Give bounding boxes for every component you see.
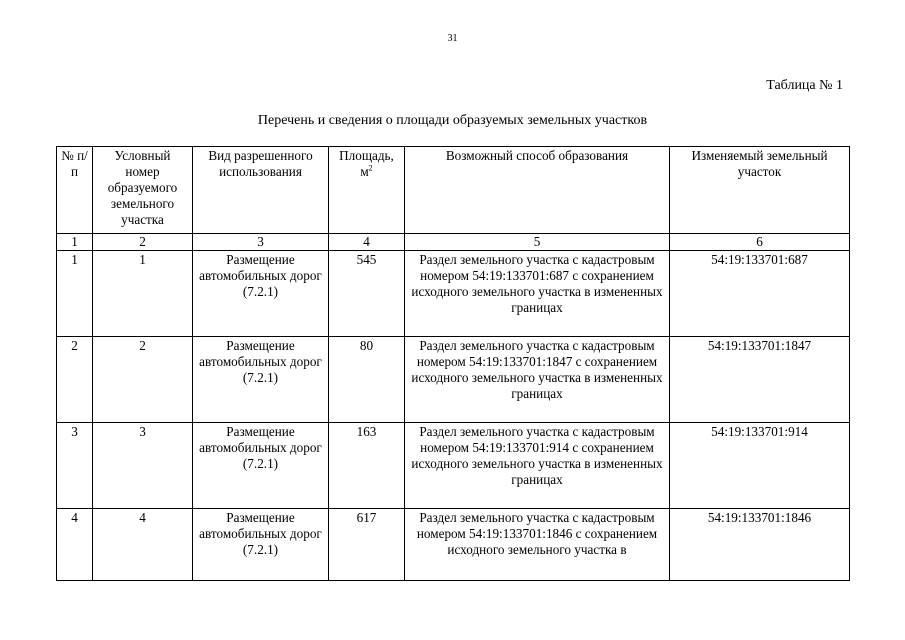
cell-area: 617: [329, 509, 405, 581]
cell-conditional-number: 4: [93, 509, 193, 581]
table-row: [57, 509, 850, 581]
table-label: Таблица № 1: [766, 78, 843, 93]
table-row: [57, 251, 850, 337]
header-area-label: Площадь, м: [339, 148, 394, 179]
land-plots-table: [56, 146, 850, 581]
cell-method: Раздел земельного участка с кадастровым номером 54:19:133701:687 с сохранением исходного земельного участка в измененных границах: [405, 251, 670, 337]
cell-permitted-use: Размещение автомобильных дорог (7.2.1): [193, 509, 329, 581]
header-area-superscript: 2: [368, 163, 373, 173]
cell-permitted-use: Размещение автомобильных дорог (7.2.1): [193, 423, 329, 509]
table-row: [57, 337, 850, 423]
header-permitted-use: Вид разрешенного использования: [193, 147, 329, 234]
column-number: 2: [93, 234, 193, 251]
column-numbers-row: [57, 234, 850, 251]
cell-changed-plot: 54:19:133701:687: [670, 251, 850, 337]
column-number: 3: [193, 234, 329, 251]
header-changed-plot: Изменяемый земельный участок: [670, 147, 850, 234]
column-number: 6: [670, 234, 850, 251]
cell-permitted-use: Размещение автомобильных дорог (7.2.1): [193, 251, 329, 337]
cell-method: Раздел земельного участка с кадастровым номером 54:19:133701:914 с сохранением исходного земельного участка в измененных границах: [405, 423, 670, 509]
cell-area: 80: [329, 337, 405, 423]
document-title: Перечень и сведения о площади образуемых земельных участков: [257, 113, 648, 128]
header-conditional-number: Условный номер образуемого земельного участка: [93, 147, 193, 234]
table-row: [57, 423, 850, 509]
cell-changed-plot: 54:19:133701:1846: [670, 509, 850, 581]
cell-conditional-number: 3: [93, 423, 193, 509]
cell-permitted-use: Размещение автомобильных дорог (7.2.1): [193, 337, 329, 423]
table-header-row: [57, 147, 850, 234]
header-num: № п/п: [57, 147, 93, 234]
header-area: [329, 147, 405, 234]
cell-num: 1: [57, 251, 93, 337]
cell-num: 4: [57, 509, 93, 581]
cell-area: 545: [329, 251, 405, 337]
column-number: 4: [329, 234, 405, 251]
page-number: 31: [447, 33, 458, 44]
column-number: 1: [57, 234, 93, 251]
column-number: 5: [405, 234, 670, 251]
cell-area: 163: [329, 423, 405, 509]
header-method: Возможный способ образования: [405, 147, 670, 234]
cell-num: 3: [57, 423, 93, 509]
cell-changed-plot: 54:19:133701:1847: [670, 337, 850, 423]
cell-method: Раздел земельного участка с кадастровым номером 54:19:133701:1847 с сохранением исходного земельного участка в измененных границах: [405, 337, 670, 423]
cell-num: 2: [57, 337, 93, 423]
cell-conditional-number: 1: [93, 251, 193, 337]
cell-conditional-number: 2: [93, 337, 193, 423]
cell-changed-plot: 54:19:133701:914: [670, 423, 850, 509]
cell-method: Раздел земельного участка с кадастровым номером 54:19:133701:1846 с сохранением исходного земельного участка в: [405, 509, 670, 581]
